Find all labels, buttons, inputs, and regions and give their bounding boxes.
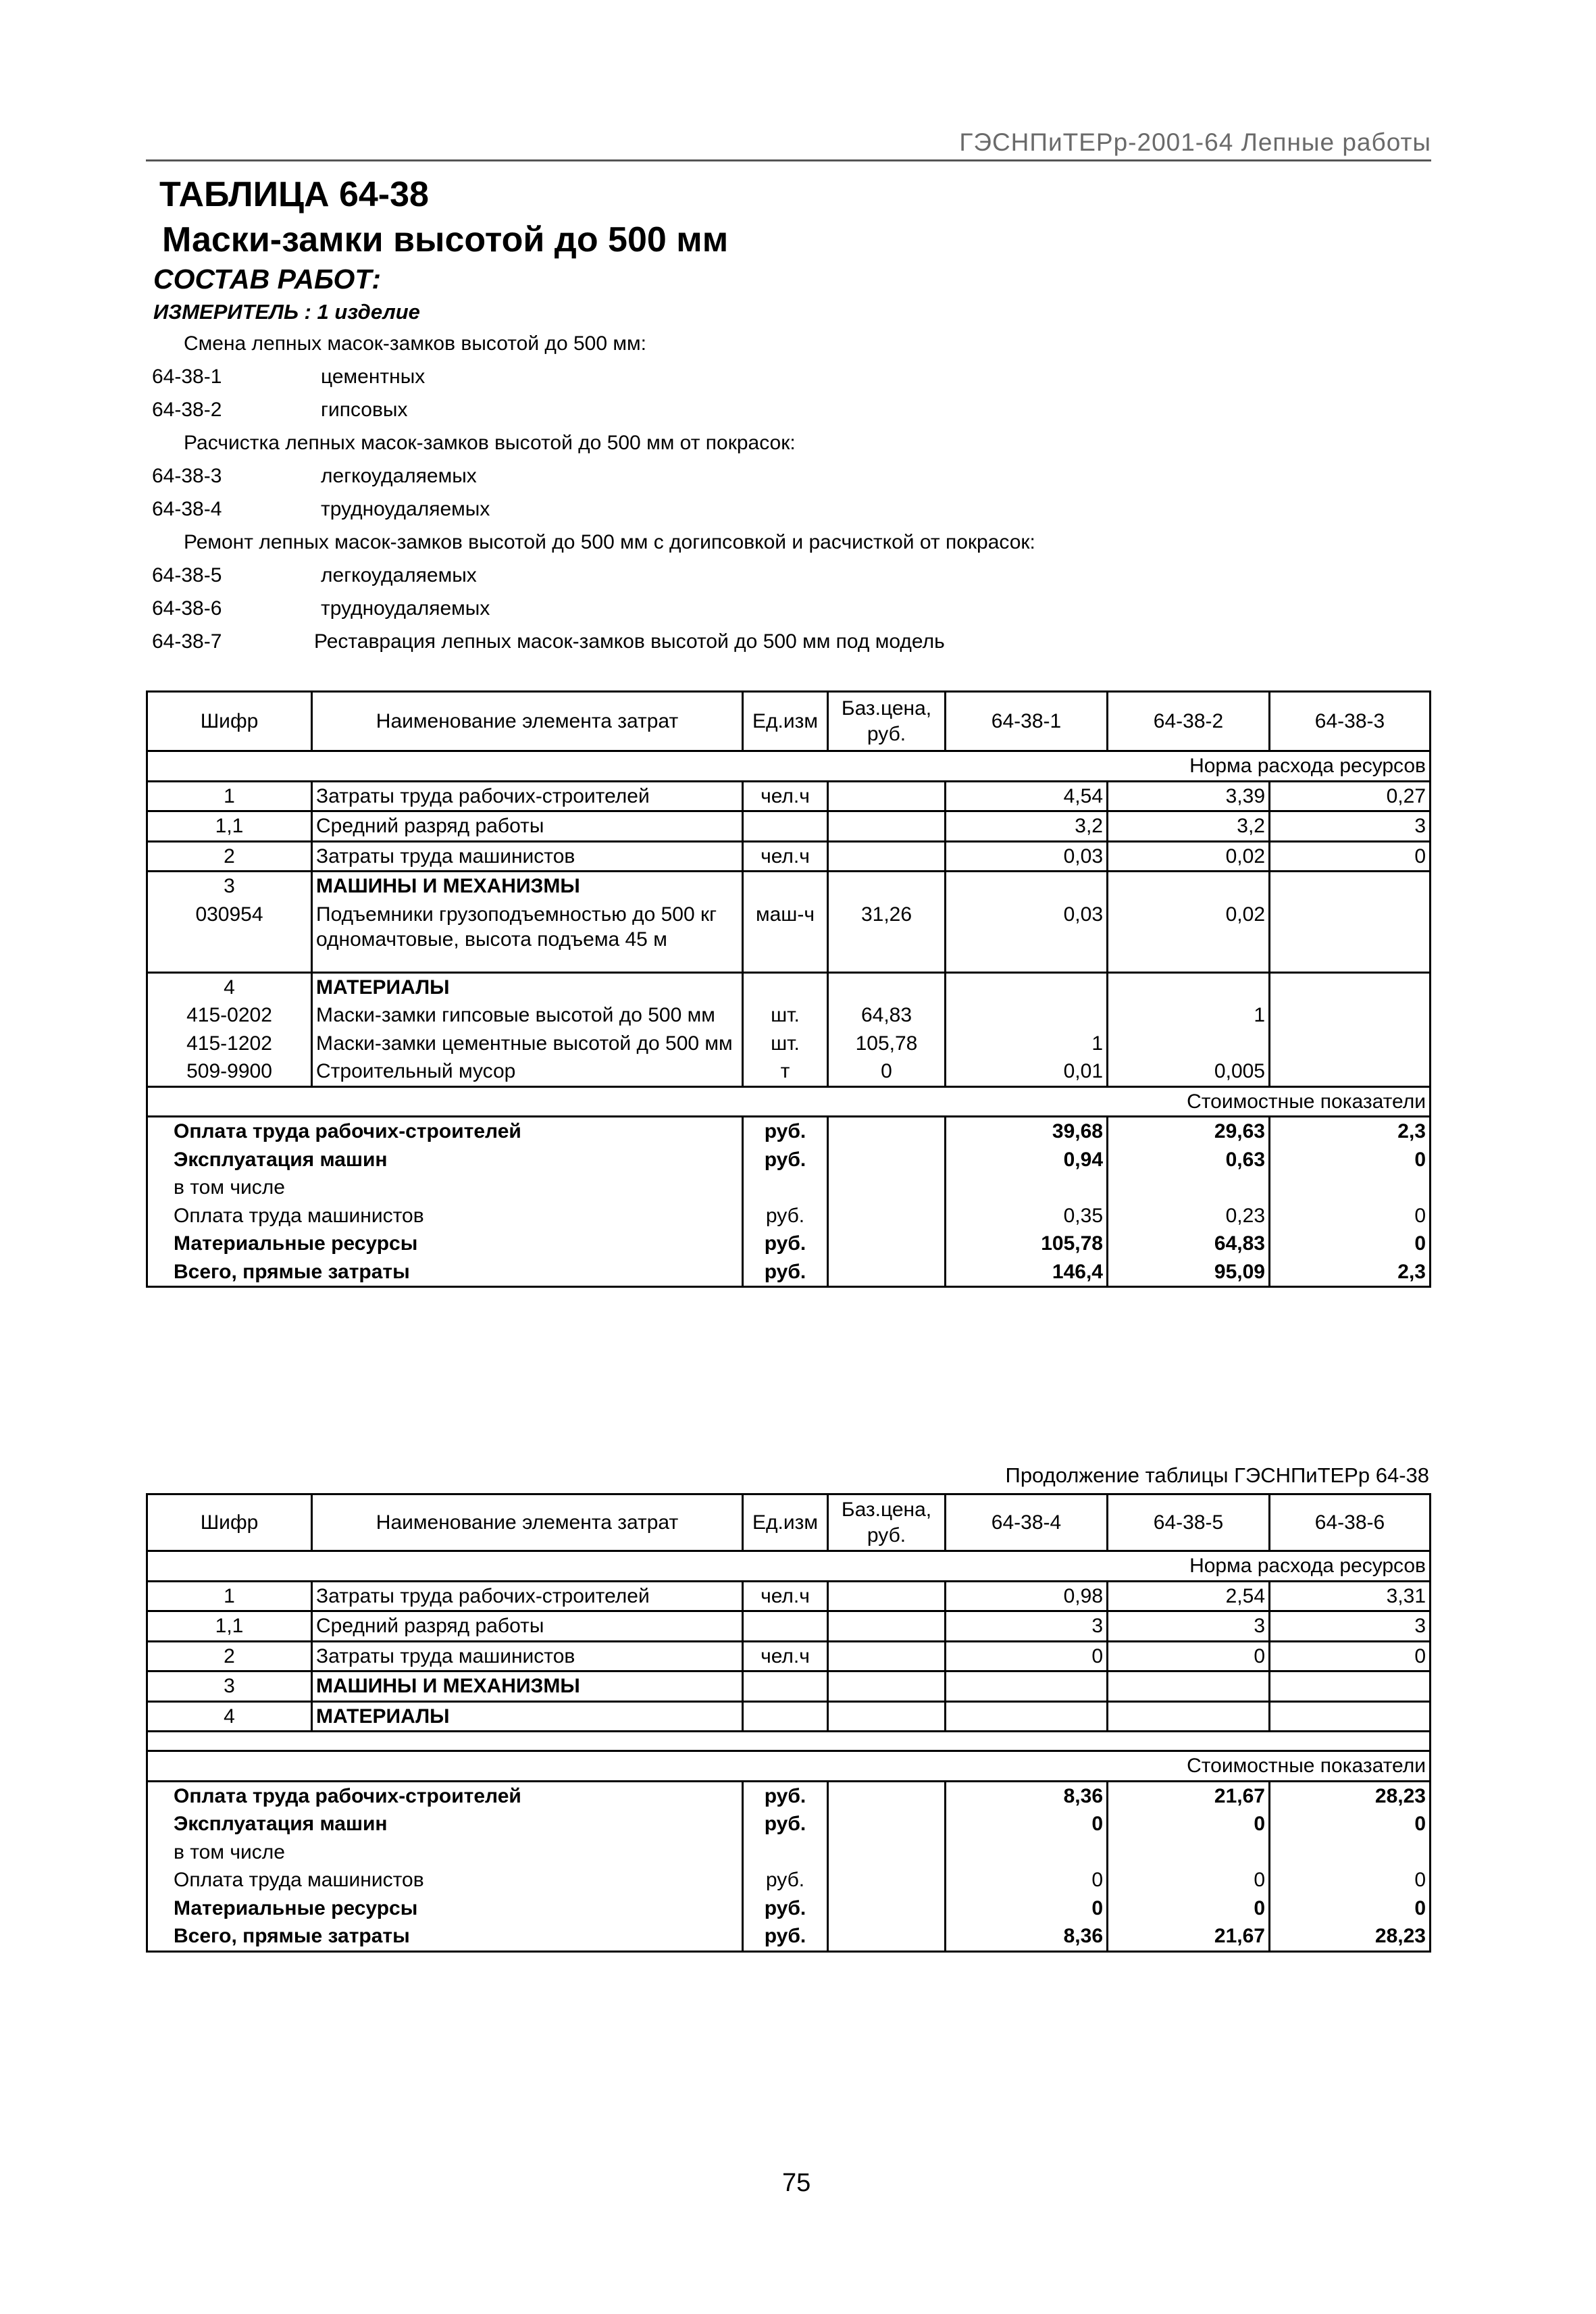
norm-label-row	[147, 1551, 1431, 1582]
row-value: 3,2	[1108, 811, 1270, 842]
section-row-machines	[147, 1671, 1431, 1702]
summary-value: 0	[1270, 1810, 1431, 1838]
row-unit: шт.	[743, 1001, 828, 1030]
row-price	[828, 811, 946, 842]
work-item-code: 64-38-2	[152, 399, 222, 421]
table-subtitle: Маски-замки высотой до 500 мм	[162, 220, 729, 259]
row-name: Маски-замки цементные высотой до 500 мм	[312, 1030, 743, 1058]
summary-value: 0,35	[946, 1202, 1108, 1230]
table-header-row	[147, 1494, 1431, 1551]
summary-value: 0	[1108, 1894, 1270, 1923]
row-unit	[743, 811, 828, 842]
summary-value: 29,63	[1108, 1117, 1270, 1146]
summary-value: 28,23	[1270, 1922, 1431, 1951]
col-header-rate: 64-38-5	[1108, 1494, 1270, 1551]
continuation-caption: Продолжение таблицы ГЭСНПиТЕРр 64-38	[1005, 1463, 1429, 1487]
summary-row	[147, 1922, 1431, 1951]
work-item-code: 64-38-3	[152, 465, 222, 487]
row-unit: чел.ч	[743, 1581, 828, 1611]
col-header-price: Баз.цена, руб.	[828, 692, 946, 751]
section-row-materials	[147, 972, 1431, 1001]
row-value	[1270, 901, 1431, 954]
summary-row	[147, 1838, 1431, 1867]
col-header-rate: 64-38-2	[1108, 692, 1270, 751]
summary-row	[147, 1866, 1431, 1894]
row-value: 0,01	[946, 1057, 1108, 1086]
running-head	[146, 127, 1431, 161]
row-name: Подъемники грузоподъемностью до 500 кг одномачтовые, высота подъема 45 м	[312, 901, 743, 954]
work-item-name: гипсовых	[321, 399, 408, 421]
section-row-materials	[147, 1701, 1431, 1732]
row-unit: т	[743, 1057, 828, 1086]
row-value: 0,03	[946, 841, 1108, 872]
row-value: 0	[1270, 841, 1431, 872]
summary-value: 0	[1108, 1810, 1270, 1838]
row-unit: чел.ч	[743, 841, 828, 872]
table-row	[147, 841, 1431, 872]
row-name: Затраты труда машинистов	[312, 841, 743, 872]
summary-row	[147, 1894, 1431, 1923]
work-item-code: 64-38-6	[152, 597, 222, 620]
summary-value: 2,3	[1270, 1258, 1431, 1287]
work-composition-heading: СОСТАВ РАБОТ:	[153, 263, 382, 295]
section-title: МАШИНЫ И МЕХАНИЗМЫ	[312, 1671, 743, 1702]
row-value: 0,02	[1108, 841, 1270, 872]
summary-unit: руб.	[743, 1781, 828, 1810]
summary-value: 95,09	[1108, 1258, 1270, 1287]
row-value: 3,2	[946, 811, 1108, 842]
summary-name: Материальные ресурсы	[147, 1894, 743, 1923]
row-unit: маш-ч	[743, 901, 828, 954]
section-title: МАТЕРИАЛЫ	[312, 1701, 743, 1732]
row-price	[828, 841, 946, 872]
row-value: 3,39	[1108, 781, 1270, 811]
cost-label: Стоимостные показатели	[147, 1086, 1431, 1117]
col-header-code: Шифр	[147, 692, 312, 751]
row-price: 64,83	[828, 1001, 946, 1030]
norm-label-row	[147, 751, 1431, 782]
row-price: 105,78	[828, 1030, 946, 1058]
col-header-unit: Ед.изм	[743, 1494, 828, 1551]
summary-name: Оплата труда рабочих-строителей	[147, 1781, 743, 1810]
row-unit: чел.ч	[743, 1641, 828, 1671]
row-code: 030954	[147, 901, 312, 954]
row-code: 3	[147, 872, 312, 901]
work-item-code: 64-38-4	[152, 498, 222, 520]
row-value	[1108, 1030, 1270, 1058]
work-item-name: легкоудаляемых	[321, 465, 477, 487]
summary-value: 8,36	[946, 1922, 1108, 1951]
row-name: Затраты труда рабочих-строителей	[312, 1581, 743, 1611]
work-item-name: цементных	[321, 366, 426, 388]
summary-value: 21,67	[1108, 1922, 1270, 1951]
summary-row	[147, 1810, 1431, 1838]
row-name: Средний разряд работы	[312, 811, 743, 842]
page-number: 75	[782, 2169, 811, 2197]
row-value: 1	[946, 1030, 1108, 1058]
summary-row	[147, 1146, 1431, 1174]
norm-label: Норма расхода ресурсов	[147, 1551, 1431, 1582]
work-item-code: 64-38-1	[152, 366, 222, 388]
row-value	[1270, 1030, 1431, 1058]
cost-label-row	[147, 1751, 1431, 1782]
summary-unit: руб.	[743, 1117, 828, 1146]
row-name: Средний разряд работы	[312, 1611, 743, 1642]
measurement-unit-line: ИЗМЕРИТЕЛЬ : 1 изделие	[153, 300, 420, 324]
table-row	[147, 1641, 1431, 1671]
work-item-code: 64-38-5	[152, 564, 222, 586]
row-name: Маски-замки гипсовые высотой до 500 мм	[312, 1001, 743, 1030]
col-header-price: Баз.цена, руб.	[828, 1494, 946, 1551]
row-value: 4,54	[946, 781, 1108, 811]
row-value: 0,02	[1108, 901, 1270, 954]
summary-value: 0	[1270, 1866, 1431, 1894]
row-value: 0,98	[946, 1581, 1108, 1611]
summary-name: Оплата труда машинистов	[147, 1202, 743, 1230]
table-header-row	[147, 692, 1431, 751]
row-value: 2,54	[1108, 1581, 1270, 1611]
section-title: МАТЕРИАЛЫ	[312, 972, 743, 1001]
row-value: 0,03	[946, 901, 1108, 954]
summary-value: 0	[1270, 1230, 1431, 1258]
row-value: 0,005	[1108, 1057, 1270, 1086]
col-header-name: Наименование элемента затрат	[312, 692, 743, 751]
summary-row	[147, 1117, 1431, 1146]
row-code: 509-9900	[147, 1057, 312, 1086]
summary-row	[147, 1202, 1431, 1230]
table-row	[147, 901, 1431, 954]
summary-name: Эксплуатация машин	[147, 1146, 743, 1174]
work-item-name: трудноудаляемых	[321, 597, 490, 620]
table-row	[147, 811, 1431, 842]
work-item-name: легкоудаляемых	[321, 564, 477, 586]
table-row	[147, 1001, 1431, 1030]
summary-row	[147, 1230, 1431, 1258]
summary-name: Всего, прямые затраты	[147, 1922, 743, 1951]
row-value: 3,31	[1270, 1581, 1431, 1611]
summary-value: 0	[946, 1866, 1108, 1894]
summary-value: 0	[1108, 1866, 1270, 1894]
summary-unit: руб.	[743, 1866, 828, 1894]
row-value: 0	[946, 1641, 1108, 1671]
summary-value: 146,4	[946, 1258, 1108, 1287]
summary-value: 105,78	[946, 1230, 1108, 1258]
col-header-rate: 64-38-4	[946, 1494, 1108, 1551]
work-item-name: Реставрация лепных масок-замков высотой до 500 мм под модель	[314, 630, 945, 653]
row-code: 415-1202	[147, 1030, 312, 1058]
summary-name: Всего, прямые затраты	[147, 1258, 743, 1287]
row-price	[828, 781, 946, 811]
summary-value: 0	[1270, 1202, 1431, 1230]
row-code: 2	[147, 841, 312, 872]
row-unit: чел.ч	[743, 781, 828, 811]
summary-value: 39,68	[946, 1117, 1108, 1146]
table-row	[147, 781, 1431, 811]
work-group-heading: Ремонт лепных масок-замков высотой до 500 мм с догипсовкой и расчисткой от покрасок:	[184, 531, 1035, 553]
row-value: 3	[1108, 1611, 1270, 1642]
table-title: ТАБЛИЦА 64-38	[159, 175, 429, 214]
row-value: 0	[1108, 1641, 1270, 1671]
col-header-rate: 64-38-6	[1270, 1494, 1431, 1551]
row-value	[1270, 1001, 1431, 1030]
summary-value: 0,94	[946, 1146, 1108, 1174]
row-code: 4	[147, 1701, 312, 1732]
summary-value: 64,83	[1108, 1230, 1270, 1258]
table-row	[147, 1030, 1431, 1058]
section-row-machines	[147, 872, 1431, 901]
row-code: 3	[147, 1671, 312, 1702]
summary-unit: руб.	[743, 1202, 828, 1230]
norm-table-2	[146, 1493, 1431, 1953]
summary-value: 0	[946, 1894, 1108, 1923]
summary-value: 0	[1270, 1146, 1431, 1174]
table-row	[147, 1057, 1431, 1086]
table-row	[147, 1611, 1431, 1642]
summary-unit: руб.	[743, 1894, 828, 1923]
col-header-rate: 64-38-1	[946, 692, 1108, 751]
row-value	[1270, 1057, 1431, 1086]
summary-name: в том числе	[147, 1838, 743, 1867]
work-group-heading: Смена лепных масок-замков высотой до 500 мм:	[184, 332, 646, 355]
row-code: 4	[147, 972, 312, 1001]
summary-name: Оплата труда машинистов	[147, 1866, 743, 1894]
summary-row	[147, 1174, 1431, 1202]
col-header-code: Шифр	[147, 1494, 312, 1551]
summary-value: 0,23	[1108, 1202, 1270, 1230]
row-price: 0	[828, 1057, 946, 1086]
summary-unit: руб.	[743, 1922, 828, 1951]
row-price: 31,26	[828, 901, 946, 954]
row-name: Строительный мусор	[312, 1057, 743, 1086]
row-code: 415-0202	[147, 1001, 312, 1030]
row-value: 1	[1108, 1001, 1270, 1030]
running-head-text: ГЭСНПиТЕРр-2001-64 Лепные работы	[959, 128, 1431, 156]
norm-label: Норма расхода ресурсов	[147, 751, 1431, 782]
row-code: 1,1	[147, 1611, 312, 1642]
row-code: 1	[147, 781, 312, 811]
summary-value: 0	[946, 1810, 1108, 1838]
work-item-name: трудноудаляемых	[321, 498, 490, 520]
col-header-name: Наименование элемента затрат	[312, 1494, 743, 1551]
summary-name: в том числе	[147, 1174, 743, 1202]
row-value: 0	[1270, 1641, 1431, 1671]
col-header-unit: Ед.изм	[743, 692, 828, 751]
row-unit	[743, 1611, 828, 1642]
row-value: 3	[1270, 811, 1431, 842]
row-name: Затраты труда рабочих-строителей	[312, 781, 743, 811]
row-value	[946, 1001, 1108, 1030]
summary-name: Оплата труда рабочих-строителей	[147, 1117, 743, 1146]
row-value: 3	[946, 1611, 1108, 1642]
table-row	[147, 1581, 1431, 1611]
work-group-heading: Расчистка лепных масок-замков высотой до 500 мм от покрасок:	[184, 432, 796, 454]
row-code: 2	[147, 1641, 312, 1671]
summary-value: 0,63	[1108, 1146, 1270, 1174]
row-unit: шт.	[743, 1030, 828, 1058]
work-item-code: 64-38-7	[152, 630, 222, 653]
summary-unit: руб.	[743, 1146, 828, 1174]
summary-value: 0	[1270, 1894, 1431, 1923]
row-name: Затраты труда машинистов	[312, 1641, 743, 1671]
summary-value: 8,36	[946, 1781, 1108, 1810]
row-value: 0,27	[1270, 781, 1431, 811]
summary-name: Материальные ресурсы	[147, 1230, 743, 1258]
cost-label: Стоимостные показатели	[147, 1751, 1431, 1782]
norm-table-1	[146, 690, 1431, 1288]
row-code: 1,1	[147, 811, 312, 842]
summary-value: 2,3	[1270, 1117, 1431, 1146]
summary-unit: руб.	[743, 1810, 828, 1838]
summary-unit: руб.	[743, 1258, 828, 1287]
summary-unit: руб.	[743, 1230, 828, 1258]
summary-value: 28,23	[1270, 1781, 1431, 1810]
col-header-rate: 64-38-3	[1270, 692, 1431, 751]
section-title: МАШИНЫ И МЕХАНИЗМЫ	[312, 872, 743, 901]
summary-name: Эксплуатация машин	[147, 1810, 743, 1838]
summary-row	[147, 1258, 1431, 1287]
row-code: 1	[147, 1581, 312, 1611]
summary-value: 21,67	[1108, 1781, 1270, 1810]
summary-row	[147, 1781, 1431, 1810]
cost-label-row	[147, 1086, 1431, 1117]
row-value: 3	[1270, 1611, 1431, 1642]
